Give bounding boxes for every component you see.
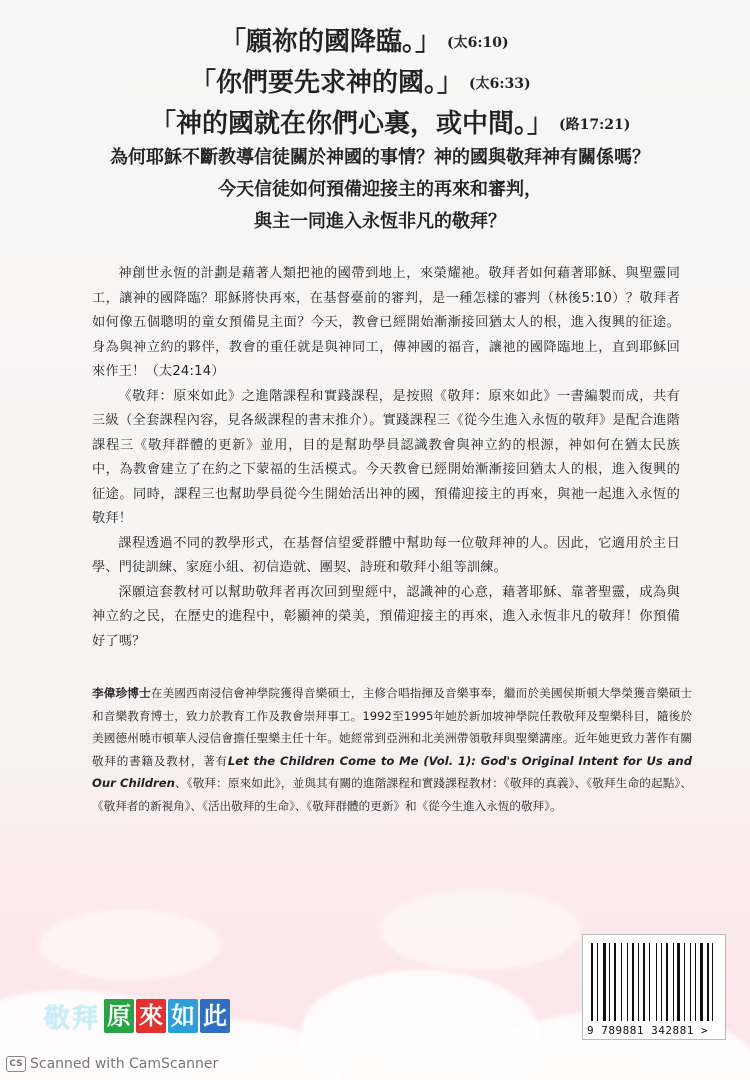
barcode-gap	[658, 943, 660, 1021]
quote-3-text: 「神的國就在你們心裏，或中間。」	[150, 109, 554, 139]
barcode-gap	[704, 943, 705, 1021]
question-line-2: 今天信徒如何預備迎接主的再來和審判，	[218, 179, 542, 200]
author-name: 李偉珍博士	[92, 686, 151, 700]
barcode-bars	[591, 943, 719, 1021]
barcode-bar	[712, 943, 713, 1021]
barcode-bar	[661, 943, 662, 1021]
barcode-gap	[647, 943, 648, 1021]
barcode-bar	[684, 943, 685, 1021]
barcode-gap	[651, 943, 654, 1021]
paragraph-3: 課程透過不同的教學形式，在基督信望愛群體中幫助每一位敬拜神的人。因此，它適用於主日學、門徒訓練、家庭小組、初信造就、團契、詩班和敬拜小組等訓練。	[92, 535, 680, 575]
quote-2-ref: (太6:33)	[469, 76, 531, 92]
book-title: Let the Children Come to Me (Vol. 1): God's Original Intent for Us and Our Children	[92, 753, 692, 790]
barcode-gap	[630, 943, 631, 1021]
barcode-bar	[603, 943, 606, 1021]
quote-1	[150, 22, 670, 63]
quote-1-text: 「願祢的國降臨。」	[220, 27, 442, 57]
quote-2	[150, 63, 670, 104]
barcode-gap	[664, 943, 665, 1021]
isbn-barcode	[582, 934, 726, 1040]
quote-3-ref: (路17:21)	[559, 117, 631, 133]
logo-char-4: 此	[200, 999, 230, 1033]
quote-3	[150, 104, 670, 145]
question-line-3: 與主一同進入永恆非凡的敬拜？	[254, 211, 506, 232]
isbn-number: 9 789881 342881 >	[587, 1024, 709, 1037]
barcode-bar	[649, 943, 650, 1021]
scripture-quotes	[150, 22, 670, 145]
logo-prefix: 敬拜	[44, 1003, 101, 1034]
barcode-gap	[595, 943, 596, 1021]
author-bio-text	[92, 682, 692, 817]
barcode-gap	[599, 943, 601, 1021]
description-body	[92, 262, 680, 654]
barcode-gap	[710, 943, 711, 1021]
camscanner-text: Scanned with CamScanner	[30, 1056, 219, 1072]
barcode-bar	[666, 943, 668, 1021]
barcode-bar	[656, 943, 657, 1021]
barcode-gap	[640, 943, 642, 1021]
logo-char-3: 如	[168, 999, 198, 1033]
question-line-1: 為何耶穌不斷教導信徒關於神國的事情？神的國與敬拜神有關係嗎？	[110, 147, 650, 168]
barcode-bar	[700, 943, 703, 1021]
barcode-gap	[692, 943, 694, 1021]
barcode-gap	[686, 943, 688, 1021]
barcode-bar	[621, 943, 622, 1021]
barcode-gap	[669, 943, 671, 1021]
paragraph-1: 神創世永恆的計劃是藉著人類把祂的國帶到地上，來榮耀祂。敬拜者如何藉著耶穌、與聖靈同工，讓神的國降臨？耶穌將快再來，在基督臺前的審判，是一種怎樣的審判（林後5:10）？敬拜者如何像五個聰明的童女預備見主面？今天，教會已經開始漸漸接回猶太人的根，進入復興的征途。身為與神立約的夥伴，教會的重任就是與神同工，傳神國的福音，讓祂的國降臨地上，直到耶穌回來作王！（太24:14）	[92, 266, 680, 379]
barcode-bar	[638, 943, 639, 1021]
barcode-bar	[627, 943, 628, 1021]
barcode-bar	[690, 943, 691, 1021]
barcode-bar	[632, 943, 634, 1021]
barcode-gap	[698, 943, 699, 1021]
barcode-bar	[707, 943, 709, 1021]
quote-2-text: 「你們要先求神的國。」	[190, 68, 464, 98]
barcode-bar	[695, 943, 696, 1021]
barcode-bar	[609, 943, 610, 1021]
logo-char-1: 原	[104, 999, 134, 1033]
barcode-gap	[682, 943, 683, 1021]
series-logo	[44, 994, 232, 1038]
barcode-gap	[635, 943, 636, 1021]
barcode-bar	[591, 943, 593, 1021]
barcode-bar	[677, 943, 680, 1021]
camscanner-icon: CS	[6, 1056, 26, 1072]
paragraph-2: 《敬拜：原來如此》之進階課程和實踐課程，是按照《敬拜：原來如此》一書編製而成，共有三級（全套課程內容，見各級課程的書末推介）。實踐課程三《從今生進入永恆的敬拜》是配合進階課程三《敬拜群體的更新》並用，目的是幫助學員認識教會與神立約的根源，神如何在猶太民族中，為教會建立了在約之下蒙福的生活模式。今天教會已經開始漸漸接回猶太人的根，進入復興的征途。同時，課程三也幫助學員從今生開始活出神的國，預備迎接主的再來，與祂一起進入永恆的敬拜！	[92, 388, 680, 526]
barcode-gap	[607, 943, 608, 1021]
guiding-questions	[60, 142, 700, 238]
bio-text-1: 在美國西南浸信會神學院獲得音樂碩士，主修合唱指揮及音樂事奉，繼而於美國侯斯頓大學榮獲音樂碩士和音樂教育博士，致力於教育工作及教會崇拜事工。1992至1995年她於新加坡神學院任教敬拜及聖樂科目，隨後於美國德州曉市頓華人浸信會擔任聖樂主任十年。她經常到亞洲和北美洲帶領敬拜與聖樂講座。近年她更致力著作有關敬拜的書籍及教材，著有	[92, 686, 692, 768]
author-bio	[92, 682, 692, 817]
barcode-bar	[614, 943, 616, 1021]
bio-text-2: 、《敬拜：原來如此》，並與其有關的進階課程和實踐課程教材：《敬拜的真義》、《敬拜生命的起點》、《敬拜者的新視角》、《活出敬拜的生命》、《敬拜群體的更新》和《從今生進入永恆的敬拜》。	[92, 776, 692, 813]
quote-1-ref: (太6:10)	[447, 35, 509, 51]
barcode-bar	[597, 943, 598, 1021]
barcode-gap	[612, 943, 613, 1021]
camscanner-watermark	[6, 1056, 218, 1072]
barcode-gap	[715, 943, 717, 1021]
barcode-gap	[623, 943, 626, 1021]
logo-char-2: 來	[136, 999, 166, 1033]
barcode-gap	[675, 943, 676, 1021]
barcode-bar	[673, 943, 674, 1021]
barcode-bar	[643, 943, 645, 1021]
barcode-gap	[617, 943, 619, 1021]
paragraph-4: 深願這套教材可以幫助敬拜者再次回到聖經中，認識神的心意，藉著耶穌、靠著聖靈，成為與神立約之民，在歷史的進程中，彰顯神的榮美，預備迎接主的再來，進入永恆非凡的敬拜！你預備好了嗎？	[92, 584, 680, 649]
